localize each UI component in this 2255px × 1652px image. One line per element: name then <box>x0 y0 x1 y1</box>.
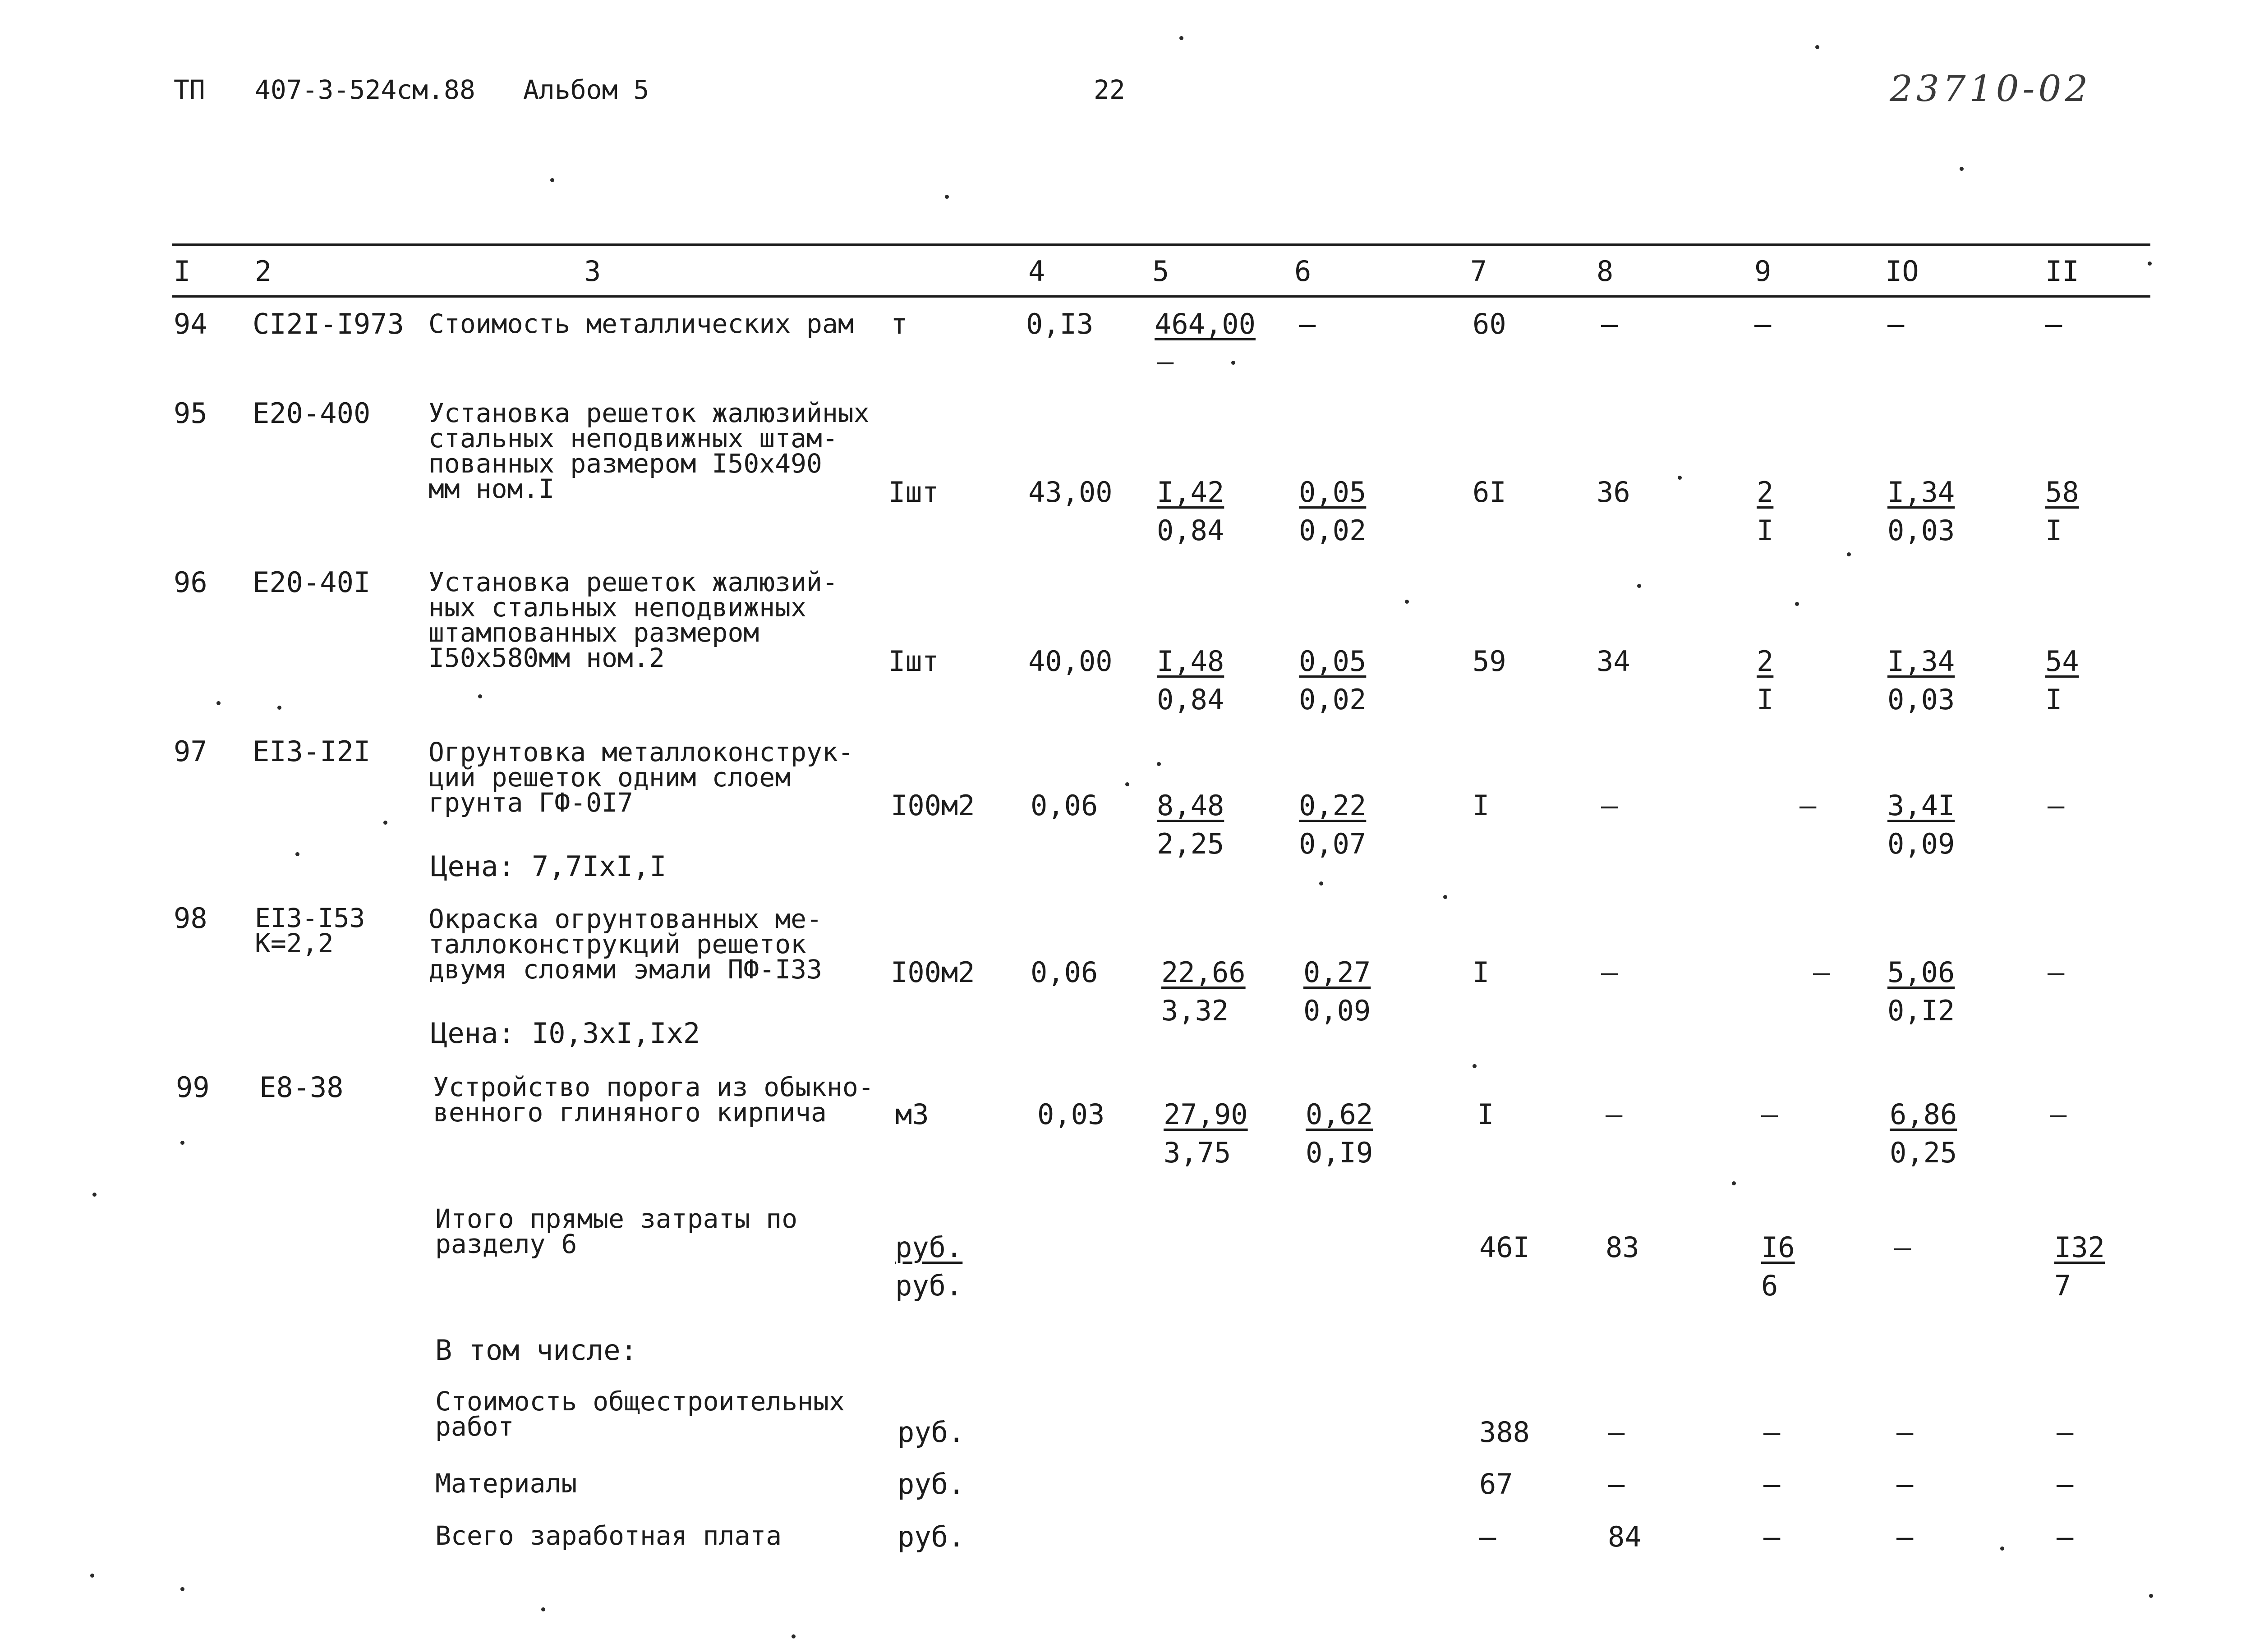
total-cost: I <box>1473 956 1490 989</box>
column-number: 3 <box>584 255 601 288</box>
quantity: 40,00 <box>1028 645 1113 678</box>
norm-code: EI3-I2I <box>253 735 371 768</box>
column-number: 7 <box>1470 255 1487 288</box>
scan-speck <box>478 694 482 698</box>
scan-speck <box>1732 1181 1736 1185</box>
unit-cost: 8,48 <box>1157 789 1224 822</box>
totals-label: Итого прямые затраты по разделу 6 <box>435 1203 798 1259</box>
subtotal-label: Стоимость общестроительных работ <box>435 1386 845 1442</box>
wage-total: 34 <box>1597 645 1630 678</box>
subtotal-total-cost: 67 <box>1479 1468 1513 1501</box>
scan-speck <box>2000 1546 2004 1551</box>
subtotal-machine: – <box>1763 1416 1781 1449</box>
machine-cost: 0,62 <box>1306 1098 1373 1131</box>
machine-cost-wage: 0,09 <box>1303 994 1371 1027</box>
scan-speck <box>1795 602 1799 606</box>
labor-unit-machinist: 0,03 <box>1887 514 1955 547</box>
scan-speck <box>541 1607 545 1611</box>
machine-cost-wage: 0,02 <box>1299 514 1367 547</box>
totals-machine: I6 <box>1761 1231 1795 1264</box>
subtotal-label: Материалы <box>435 1468 577 1499</box>
unit-cost-wage: 0,84 <box>1157 683 1224 716</box>
scan-speck <box>1231 361 1235 365</box>
scan-speck <box>550 178 554 182</box>
labor-unit: – <box>1887 307 1905 340</box>
totals-labor-unit: – <box>1894 1231 1911 1264</box>
total-cost: 6I <box>1473 476 1506 509</box>
subtotal-labor: – <box>2057 1520 2074 1553</box>
labor-unit: I,34 <box>1887 645 1955 678</box>
labor-total: – <box>2050 1098 2067 1131</box>
column-number: 5 <box>1152 255 1169 288</box>
wage-total: – <box>1601 956 1618 989</box>
row-number: 99 <box>176 1071 210 1104</box>
unit: Iшт <box>888 476 939 509</box>
column-number: I <box>174 255 191 288</box>
machine-total: – <box>1761 1098 1778 1131</box>
unit: I00м2 <box>891 956 975 989</box>
scan-speck <box>792 1634 796 1638</box>
project-code: 407-3-524см.88 <box>255 74 475 105</box>
machine-total: 2 <box>1757 476 1774 509</box>
machine-total: – <box>1799 789 1817 822</box>
unit-cost: I,42 <box>1157 476 1224 509</box>
subtotal-label: Всего заработная плата <box>435 1520 782 1551</box>
subtotal-total-cost: 388 <box>1479 1416 1530 1449</box>
column-number: 6 <box>1294 255 1312 288</box>
labor-total: 58 <box>2045 476 2079 509</box>
unit-cost-wage: 3,75 <box>1164 1136 1231 1169</box>
norm-code: EI3-I53 К=2,2 <box>255 903 365 959</box>
scan-speck <box>2148 262 2152 266</box>
unit: м3 <box>895 1098 929 1131</box>
row-number: 95 <box>174 397 207 430</box>
labor-unit: I,34 <box>1887 476 1955 509</box>
machine-cost: 0,05 <box>1299 476 1367 509</box>
unit-cost: 464,00 <box>1155 307 1256 340</box>
scan-speck <box>1319 881 1323 886</box>
column-number: 8 <box>1597 255 1614 288</box>
work-description: Установка решеток жалюзий- ных стальных неподвижных штампованных размером I50х580мм ном.2 <box>428 567 838 673</box>
wage-total: – <box>1601 789 1618 822</box>
scan-speck <box>1125 782 1129 786</box>
subtotal-wage: – <box>1608 1416 1625 1449</box>
subtotal-unit: руб. <box>897 1520 965 1553</box>
page-number: 22 <box>1094 74 1125 105</box>
labor-total: – <box>2048 956 2065 989</box>
subtotal-labor-unit: – <box>1896 1520 1914 1553</box>
total-cost: I <box>1477 1098 1494 1131</box>
totals-labor-machinist: 7 <box>2054 1269 2071 1302</box>
labor-unit: 6,86 <box>1890 1098 1957 1131</box>
subtotal-wage: – <box>1608 1468 1625 1501</box>
machine-cost: 0,27 <box>1303 956 1371 989</box>
machine-total: – <box>1813 956 1830 989</box>
scan-speck <box>1847 552 1851 556</box>
total-cost: 59 <box>1473 645 1506 678</box>
unit: Iшт <box>888 645 939 678</box>
work-description: Устройство порога из обыкно- венного глиняного кирпича <box>433 1072 874 1128</box>
machine-total: 2 <box>1757 645 1774 678</box>
labor-total: 54 <box>2045 645 2079 678</box>
subtotal-labor: – <box>2057 1468 2074 1501</box>
table-header-rule <box>172 295 2150 298</box>
labor-total-machinist: I <box>2045 683 2062 716</box>
quantity: 0,06 <box>1031 956 1098 989</box>
row-number: 97 <box>174 735 207 768</box>
series-label: ТП <box>174 74 205 105</box>
unit-cost: I,48 <box>1157 645 1224 678</box>
labor-unit-machinist: 0,09 <box>1887 827 1955 860</box>
quantity: 0,I3 <box>1026 307 1094 340</box>
work-description: Стоимость металлических рам <box>428 308 854 339</box>
price-note: Цена: I0,3хI,Iх2 <box>431 1017 700 1050</box>
total-cost: 60 <box>1473 307 1506 340</box>
machine-total-wage: I <box>1757 514 1774 547</box>
wage-total: – <box>1601 307 1618 340</box>
row-number: 96 <box>174 566 207 599</box>
labor-unit-machinist: 0,I2 <box>1887 994 1955 1027</box>
scan-speck <box>295 852 299 856</box>
labor-unit-machinist: 0,03 <box>1887 683 1955 716</box>
subtotal-labor: – <box>2057 1416 2074 1449</box>
totals-unit-secondary: руб. <box>895 1269 963 1302</box>
scan-speck <box>1637 584 1641 588</box>
totals-total-cost: 46I <box>1479 1231 1530 1264</box>
column-number: 9 <box>1754 255 1772 288</box>
work-description: Огрунтовка металлоконструк- ций решеток одним слоем грунта ГФ-0I7 <box>428 737 854 818</box>
machine-total-wage: I <box>1757 683 1774 716</box>
unit-cost: 27,90 <box>1164 1098 1248 1131</box>
scan-speck <box>277 706 281 710</box>
scan-speck <box>1405 600 1409 604</box>
quantity: 0,06 <box>1031 789 1098 822</box>
labor-total-machinist: I <box>2045 514 2062 547</box>
subtotal-machine: – <box>1763 1520 1781 1553</box>
labor-total: – <box>2045 307 2062 340</box>
subtotal-unit: руб. <box>897 1468 965 1501</box>
unit-cost: 22,66 <box>1161 956 1246 989</box>
quantity: 43,00 <box>1028 476 1113 509</box>
machine-cost-wage: 0,02 <box>1299 683 1367 716</box>
quantity: 0,03 <box>1037 1098 1105 1131</box>
column-number: II <box>2045 255 2079 288</box>
wage-total: – <box>1606 1098 1623 1131</box>
scan-speck <box>1815 45 1819 49</box>
scan-speck <box>1960 167 1964 171</box>
unit-cost-wage: – <box>1157 345 1174 378</box>
scan-speck <box>1157 762 1161 766</box>
row-number: 94 <box>174 307 207 340</box>
labor-total: – <box>2048 789 2065 822</box>
work-description: Установка решеток жалюзийных стальных неподвижных штам- пованных размером I50х490 мм ном.I <box>428 398 870 504</box>
price-note: Цена: 7,7IхI,I <box>431 850 667 883</box>
scan-speck <box>945 195 949 199</box>
machine-total: – <box>1754 307 1772 340</box>
totals-labor: I32 <box>2054 1231 2105 1264</box>
total-cost: I <box>1473 789 1490 822</box>
work-description: Окраска огрунтованных ме- таллоконструкций решеток двумя слоями эмали ПФ-I33 <box>428 904 822 985</box>
totals-unit: руб. <box>895 1231 963 1264</box>
machine-cost-wage: 0,07 <box>1299 827 1367 860</box>
row-number: 98 <box>174 902 207 935</box>
column-number: IO <box>1885 255 1919 288</box>
including-label: В том числе: <box>435 1334 637 1367</box>
subtotal-machine: – <box>1763 1468 1781 1501</box>
wage-total: 36 <box>1597 476 1630 509</box>
scan-speck <box>2149 1594 2153 1598</box>
scan-speck <box>1473 1064 1477 1068</box>
subtotal-total-cost: – <box>1479 1520 1496 1553</box>
unit-cost-wage: 0,84 <box>1157 514 1224 547</box>
scan-speck <box>216 701 221 705</box>
scan-speck <box>383 821 387 825</box>
norm-code: E20-400 <box>253 397 371 430</box>
subtotal-labor-unit: – <box>1896 1416 1914 1449</box>
totals-machine-wage: 6 <box>1761 1269 1778 1302</box>
norm-code: CI2I-I973 <box>253 307 404 340</box>
subtotal-unit: руб. <box>897 1416 965 1449</box>
subtotal-labor-unit: – <box>1896 1468 1914 1501</box>
machine-cost: – <box>1299 307 1316 340</box>
handwritten-stamp-number: 23710-02 <box>1890 68 2092 110</box>
table-top-rule <box>172 243 2150 246</box>
scan-speck <box>1443 895 1447 899</box>
norm-code: E8-38 <box>259 1071 344 1104</box>
column-number: 4 <box>1028 255 1045 288</box>
scan-speck <box>90 1574 94 1578</box>
scan-speck <box>1678 476 1682 480</box>
unit-cost-wage: 3,32 <box>1161 994 1229 1027</box>
totals-wage: 83 <box>1606 1231 1639 1264</box>
subtotal-wage: 84 <box>1608 1520 1642 1553</box>
unit: т <box>891 307 908 340</box>
labor-unit-machinist: 0,25 <box>1890 1136 1957 1169</box>
album-label: Альбом 5 <box>523 74 649 105</box>
labor-unit: 5,06 <box>1887 956 1955 989</box>
labor-unit: 3,4I <box>1887 789 1955 822</box>
column-number: 2 <box>255 255 272 288</box>
norm-code: E20-40I <box>253 566 371 599</box>
scan-speck <box>92 1193 97 1197</box>
machine-cost: 0,05 <box>1299 645 1367 678</box>
scan-speck <box>1179 36 1183 40</box>
machine-cost-wage: 0,I9 <box>1306 1136 1373 1169</box>
unit: I00м2 <box>891 789 975 822</box>
scan-speck <box>180 1587 184 1591</box>
machine-cost: 0,22 <box>1299 789 1367 822</box>
scan-speck <box>180 1141 184 1145</box>
unit-cost-wage: 2,25 <box>1157 827 1224 860</box>
